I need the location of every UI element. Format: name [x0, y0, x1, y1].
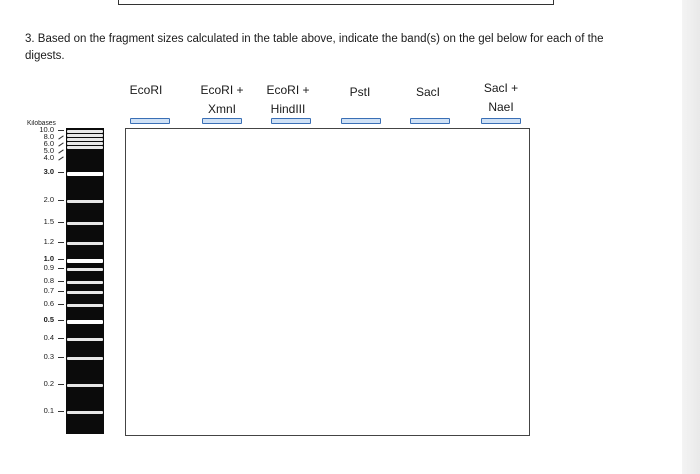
ladder-band — [67, 138, 103, 141]
lane-label-psti — [340, 83, 380, 102]
lane-label-ecori-xmni — [192, 81, 252, 119]
lane-label-line2: PstI — [349, 85, 371, 99]
ladder-size-label: 0.3 — [43, 352, 54, 361]
ladder-size-label: 6.0 — [43, 139, 54, 148]
ladder-size-label: 3.0 — [43, 167, 54, 176]
ladder-tick — [58, 149, 63, 153]
lane-label-ecori — [126, 81, 166, 100]
ladder-tick — [58, 384, 64, 385]
ladder-tick — [58, 281, 64, 282]
lane-label-line1: EcoRI + — [200, 83, 244, 97]
ladder-size-label: 1.5 — [43, 217, 54, 226]
ladder-band — [67, 200, 103, 203]
lane-label-line2: NaeI — [488, 100, 514, 114]
lane-well-saci-naei[interactable] — [481, 118, 521, 124]
page-edge — [682, 0, 700, 474]
lane-label-saci-naei — [476, 79, 526, 117]
previous-table-bottom — [118, 0, 554, 5]
lane-label-line1: SacI + — [483, 81, 519, 95]
ladder-band — [67, 291, 103, 294]
ladder-band — [67, 172, 103, 176]
gel-drawing-area[interactable] — [125, 128, 530, 436]
ladder-band — [67, 134, 103, 137]
ladder-band — [67, 259, 103, 263]
ladder-tick — [58, 320, 64, 321]
ladder-tick — [58, 242, 64, 243]
ladder-band — [67, 320, 103, 324]
ladder-size-label: 0.2 — [43, 379, 54, 388]
lane-label-line2: SacI — [415, 85, 440, 99]
ladder-band — [67, 146, 103, 149]
ladder-tick — [58, 222, 64, 223]
ladder-size-label: 0.8 — [43, 276, 54, 285]
ladder-size-label: 0.6 — [43, 299, 54, 308]
ladder-tick — [58, 259, 64, 260]
ladder-tick — [58, 291, 64, 292]
ladder-band — [67, 338, 103, 341]
lane-label-line2: HindIII — [270, 102, 306, 116]
ladder-tick — [58, 130, 64, 131]
ladder-tick — [58, 156, 63, 160]
ladder-size-label: 1.0 — [43, 254, 54, 263]
lane-well-ecori[interactable] — [130, 118, 170, 124]
ladder-size-label: 10.0 — [39, 125, 54, 134]
lane-well-saci[interactable] — [410, 118, 450, 124]
ladder-tick — [58, 357, 64, 358]
lane-label-line1: EcoRI + — [266, 83, 310, 97]
ladder-band — [67, 357, 103, 360]
ladder-size-label: 4.0 — [43, 153, 54, 162]
ladder-size-label: 0.9 — [43, 263, 54, 272]
ladder-band — [67, 411, 103, 414]
ladder-tick — [58, 411, 64, 412]
ladder-size-label: 0.1 — [43, 406, 54, 415]
lane-label-saci — [408, 83, 448, 102]
lane-label-line2: XmnI — [207, 102, 236, 116]
ladder-tick — [58, 304, 64, 305]
ladder-band — [67, 130, 103, 133]
ladder-band — [67, 384, 103, 387]
ladder-tick — [58, 268, 64, 269]
ladder-size-label: 0.4 — [43, 333, 54, 342]
ladder-size-label: 1.2 — [43, 237, 54, 246]
ladder-band — [67, 222, 103, 225]
lane-well-ecori-xmni[interactable] — [202, 118, 242, 124]
ladder-size-label: 0.5 — [43, 315, 54, 324]
ladder-band — [67, 268, 103, 271]
ladder-tick — [58, 142, 63, 146]
lane-well-ecori-hindiii[interactable] — [271, 118, 311, 124]
ladder-size-label: 8.0 — [43, 132, 54, 141]
question-text: 3. Based on the fragment sizes calculated in the table above, indicate the band(s) on the gel below for each of the digests. — [25, 33, 604, 62]
ladder-band — [67, 281, 103, 284]
ladder-tick — [58, 200, 64, 201]
lane-label-line2: EcoRI — [129, 83, 163, 97]
ladder-band — [67, 142, 103, 145]
lane-well-psti[interactable] — [341, 118, 381, 124]
lane-label-ecori-hindiii — [258, 81, 318, 119]
ladder-size-label: 2.0 — [43, 195, 54, 204]
ladder-tick — [58, 172, 64, 173]
ladder-tick — [58, 338, 64, 339]
ladder-size-label: 0.7 — [43, 286, 54, 295]
ladder-band — [67, 304, 103, 307]
ladder-size-label: 5.0 — [43, 146, 54, 155]
ladder-title: Kilobases — [27, 120, 56, 127]
ladder-band — [67, 242, 103, 245]
ladder-tick — [58, 135, 63, 139]
